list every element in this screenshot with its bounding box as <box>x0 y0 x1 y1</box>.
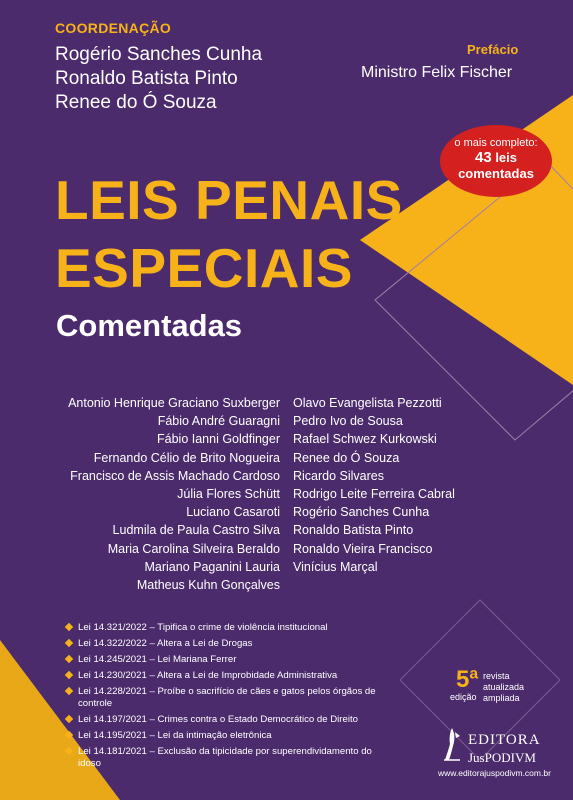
law-item <box>66 670 396 682</box>
badge-line3: comentadas <box>458 166 534 181</box>
edition-notes <box>483 671 524 704</box>
preface-label: Prefácio <box>467 42 519 57</box>
law-text: Lei 14.197/2021 – Crimes contra o Estado Democrático de Direito <box>78 714 358 725</box>
edition-number: 5ª <box>456 666 479 693</box>
author-name: Luciano Casaroti <box>186 505 280 520</box>
diamond-bullet-icon <box>65 655 73 663</box>
author-name: Pedro Ivo de Sousa <box>293 414 403 429</box>
law-text: Lei 14.230/2021 – Altera a Lei de Improbidade Administrativa <box>78 670 338 681</box>
justice-figure-icon <box>440 726 464 762</box>
preface-author: Ministro Felix Fischer <box>361 64 513 81</box>
law-item <box>66 622 396 634</box>
diamond-bullet-icon <box>65 731 73 739</box>
subtitle: Comentadas <box>56 308 243 343</box>
edition-word: edição <box>450 692 477 702</box>
badge-line2 <box>440 151 552 165</box>
coordinator-name: Renee do Ó Souza <box>55 92 217 113</box>
author-name: Ludmila de Paula Castro Silva <box>112 523 280 538</box>
author-name: Antonio Henrique Graciano Suxberger <box>68 396 280 410</box>
author-name: Ronaldo Vieira Francisco <box>293 541 433 556</box>
author-name: Maria Carolina Silveira Beraldo <box>107 541 280 556</box>
law-text: Lei 14.228/2021 – Proíbe o sacrifício de cães e gatos pelos órgãos de controle <box>78 686 376 709</box>
author-name: Rafael Schwez Kurkowski <box>293 432 437 447</box>
law-item <box>66 638 396 650</box>
author-name: Rogério Sanches Cunha <box>293 505 430 520</box>
title-line1: LEIS PENAIS <box>55 169 403 231</box>
law-text: Lei 14.321/2022 – Tipifica o crime de violência institucional <box>78 622 328 633</box>
laws-list <box>66 622 396 774</box>
authors-list-left <box>68 394 280 594</box>
edition-note: atualizada <box>483 682 525 692</box>
law-item <box>66 714 396 726</box>
law-text: Lei 14.181/2021 – Exclusão da tipicidade por superendividamento do idoso <box>78 746 372 769</box>
edition-note: revista <box>483 671 510 681</box>
laws-count-badge <box>440 125 552 197</box>
author-name: Matheus Kuhn Gonçalves <box>136 578 280 593</box>
coordinator-name: Ronaldo Batista Pinto <box>55 68 238 89</box>
author-name: Fernando Célio de Brito Nogueira <box>93 450 280 465</box>
publisher-sub: JusPODIVM <box>468 750 536 765</box>
coordinator-name: Rogério Sanches Cunha <box>55 44 263 65</box>
diamond-bullet-icon <box>65 623 73 631</box>
publisher-name: EDITORA <box>468 732 541 748</box>
law-text: Lei 14.195/2021 – Lei da intimação eletrônica <box>78 730 272 741</box>
author-name: Ricardo Silvares <box>293 468 385 483</box>
author-name: Fábio André Guaragni <box>157 414 280 429</box>
author-name: Mariano Paganini Lauria <box>144 559 280 574</box>
law-item <box>66 746 396 770</box>
authors-list-right <box>293 394 455 576</box>
diamond-bullet-icon <box>65 671 73 679</box>
law-item <box>66 730 396 742</box>
title-line2: ESPECIAIS <box>55 237 353 299</box>
badge-line1: o mais completo: <box>454 137 538 149</box>
law-item <box>66 686 396 710</box>
author-name: Renee do Ó Souza <box>293 450 400 465</box>
diamond-bullet-icon <box>65 747 73 755</box>
author-name: Ronaldo Batista Pinto <box>293 523 414 538</box>
badge-count: 43 <box>475 149 492 166</box>
edition-note: ampliada <box>483 693 520 703</box>
law-text: Lei 14.245/2021 – Lei Mariana Ferrer <box>78 654 237 665</box>
author-name: Júlia Flores Schütt <box>177 487 280 502</box>
coordination-label: COORDENAÇÃO <box>55 20 172 36</box>
author-name: Vinícius Marçal <box>293 559 378 574</box>
diamond-bullet-icon <box>65 715 73 723</box>
publisher-url: www.editorajuspodivm.com.br <box>438 768 551 778</box>
badge-count-unit: leis <box>495 150 517 165</box>
author-name: Olavo Evangelista Pezzotti <box>293 396 442 410</box>
law-item <box>66 654 396 666</box>
author-name: Francisco de Assis Machado Cardoso <box>70 468 280 483</box>
diamond-bullet-icon <box>65 639 73 647</box>
law-text: Lei 14.322/2022 – Altera a Lei de Drogas <box>78 638 253 649</box>
author-name: Fábio Ianni Goldfinger <box>157 432 280 447</box>
author-name: Rodrigo Leite Ferreira Cabral <box>293 487 455 502</box>
diamond-bullet-icon <box>65 687 73 695</box>
